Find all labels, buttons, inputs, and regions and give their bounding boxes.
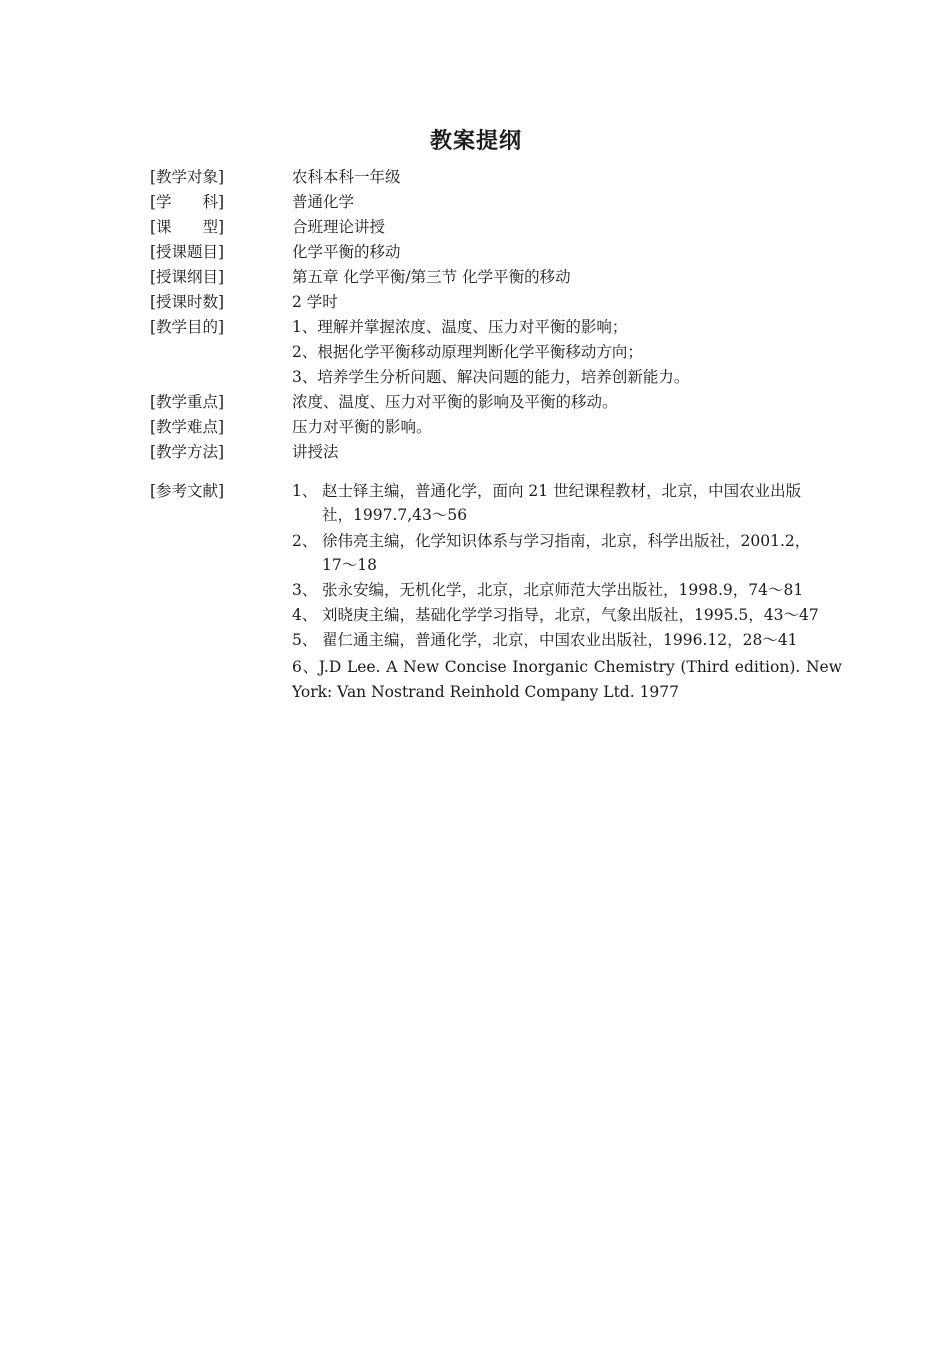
reference-text [322,479,842,527]
field-value: 农科本科一年级 [292,168,401,186]
reference-number: 1、 [292,482,318,500]
reference-line: 翟仁通主编，普通化学，北京，中国农业出版社，1996.12，28～41 [322,631,798,649]
field-value: 合班理论讲授 [292,218,386,236]
field-label: [授课纲目] [150,268,225,286]
reference-number: 5、 [292,631,318,649]
field-label: [教学对象] [150,168,225,186]
page-title: 教案提纲 [429,129,522,154]
field-label: [授课题目] [150,243,225,261]
field-label: [教学难点] [150,418,225,436]
field-value: 普通化学 [292,193,355,211]
field-value: 讲授法 [292,443,339,461]
field-value: 1、理解并掌握浓度、温度、压力对平衡的影响； [292,318,628,336]
reference-text [322,603,842,627]
reference-text [322,529,842,577]
reference-line: 刘晓庚主编，基础化学学习指导，北京，气象出版社，1995.5，43～47 [322,606,819,624]
reference-line: 张永安编，无机化学，北京，北京师范大学出版社，1998.9，74～81 [322,581,804,599]
reference-line: 徐伟亮主编，化学知识体系与学习指南，北京，科学出版社，2001.2， [322,532,811,550]
field-value: 2 学时 [292,293,338,311]
reference-text [322,578,842,602]
field-value: 浓度、温度、压力对平衡的影响及平衡的移动。 [292,393,618,411]
reference-line: 17～18 [322,556,377,574]
field-label: [课 型] [150,218,225,236]
goal-text: 3、培养学生分析问题、解决问题的能力，培养创新能力。 [292,368,690,386]
field-label: [教学目的] [150,318,225,336]
reference-text [322,628,842,652]
field-label: [教学方法] [150,443,225,461]
reference-number: 2、 [292,532,318,550]
reference-line: 社，1997.7,43～56 [322,506,468,524]
field-label: [学 科] [150,193,225,211]
reference-number: 4、 [292,606,318,624]
field-value: 化学平衡的移动 [292,243,401,261]
field-label: [授课时数] [150,293,225,311]
goal-text: 2、根据化学平衡移动原理判断化学平衡移动方向； [292,343,643,361]
reference-item-6: 6、J.D Lee. A New Concise Inorganic Chemistry (Third edition). New York: Van Nostrand Reinhold Company Ltd. 1977 [292,658,842,701]
reference-line: 赵士铎主编，普通化学，面向 21 世纪课程教材，北京，中国农业出版 [322,482,802,500]
field-value: 压力对平衡的影响。 [292,418,432,436]
field-label: [参考文献] [150,482,225,500]
field-value: 第五章 化学平衡/第三节 化学平衡的移动 [292,268,571,286]
reference-number: 3、 [292,581,318,599]
field-label: [教学重点] [150,393,225,411]
